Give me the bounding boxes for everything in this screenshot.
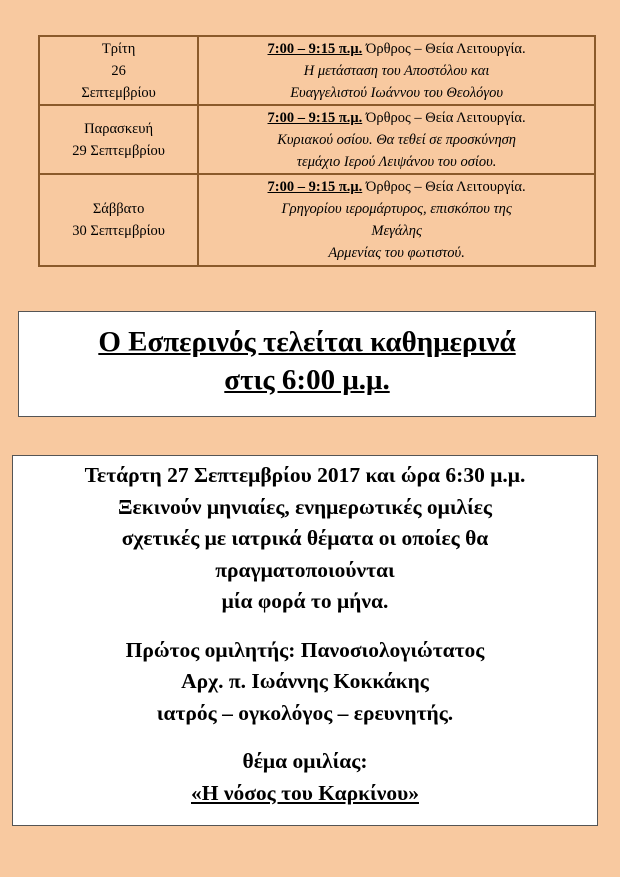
service-line xyxy=(203,107,590,129)
day-line: 29 Σεπτεμβρίου xyxy=(72,142,165,159)
service-time: 7:00 – 9:15 π.μ. xyxy=(267,179,363,195)
service-name: Όρθρος – Θεία Λειτουργία. xyxy=(362,179,526,195)
spacer xyxy=(13,729,597,746)
feast-note: Αρμενίας του φωτιστού. xyxy=(328,245,465,261)
schedule-description xyxy=(198,36,595,105)
service-name: Όρθρος – Θεία Λειτουργία. xyxy=(362,40,526,57)
schedule-day xyxy=(39,105,198,174)
feast-note: Γρηγορίου ιερομάρτυρος, επισκόπου της xyxy=(281,201,512,217)
feast-note: Μεγάλης xyxy=(371,223,422,239)
talk-line: μία φορά το μήνα. xyxy=(221,589,389,613)
feast-note: Ευαγγελιστού Ιωάννου του Θεολόγου xyxy=(290,84,504,101)
day-line: Σάββατο xyxy=(92,201,145,217)
service-line xyxy=(203,176,590,198)
talk-line: σχετικές με ιατρικά θέματα οι οποίες θα xyxy=(121,526,489,550)
spacer xyxy=(13,618,597,635)
topic-label: θέμα ομιλίας: xyxy=(242,749,368,773)
schedule-row xyxy=(39,36,595,105)
service-name: Όρθρος – Θεία Λειτουργία. xyxy=(362,109,526,126)
day-line: Παρασκευή xyxy=(84,120,154,137)
schedule-table xyxy=(38,35,596,267)
schedule-row xyxy=(39,105,595,174)
service-time: 7:00 – 9:15 π.μ. xyxy=(267,40,363,57)
feast-note: Κυριακού οσίου. Θα τεθεί σε προσκύνηση xyxy=(277,131,516,148)
day-line: 26 xyxy=(111,62,126,79)
day-line: 30 Σεπτεμβρίου xyxy=(72,223,165,239)
schedule-description xyxy=(198,105,595,174)
vespers-line: στις 6:00 μ.μ. xyxy=(224,364,390,396)
talk-line: Τετάρτη 27 Σεπτεμβρίου 2017 και ώρα 6:30 μ.μ. xyxy=(84,463,526,487)
schedule-day xyxy=(39,174,198,266)
talk-line: Ξεκινούν μηνιαίες, ενημερωτικές ομιλίες xyxy=(117,494,492,519)
feast-note: τεμάχιο Ιερού Λειψάνου του οσίου. xyxy=(296,153,497,170)
schedule-day xyxy=(39,36,198,105)
day-line: Τρίτη xyxy=(101,40,136,57)
speaker-line: ιατρός – ογκολόγος – ερευνητής. xyxy=(156,700,454,725)
speaker-line: Πρώτος ομιλητής: Πανοσιολογιώτατος xyxy=(125,637,485,662)
talk-line: πραγματοποιούνται xyxy=(215,557,395,582)
speaker-line: Αρχ. π. Ιωάννης Κοκκάκης xyxy=(181,669,429,693)
talk-announcement xyxy=(12,455,598,826)
vespers-notice xyxy=(18,311,596,417)
day-line: Σεπτεμβρίου xyxy=(81,84,156,101)
schedule-description xyxy=(198,174,595,266)
service-time: 7:00 – 9:15 π.μ. xyxy=(267,109,363,126)
vespers-line: Ο Εσπερινός τελείται καθημερινά xyxy=(98,326,516,358)
service-line xyxy=(203,38,590,60)
topic-title: «Η νόσος του Καρκίνου» xyxy=(191,780,419,805)
feast-note: Η μετάσταση του Αποστόλου και xyxy=(303,62,490,79)
schedule-row xyxy=(39,174,595,266)
